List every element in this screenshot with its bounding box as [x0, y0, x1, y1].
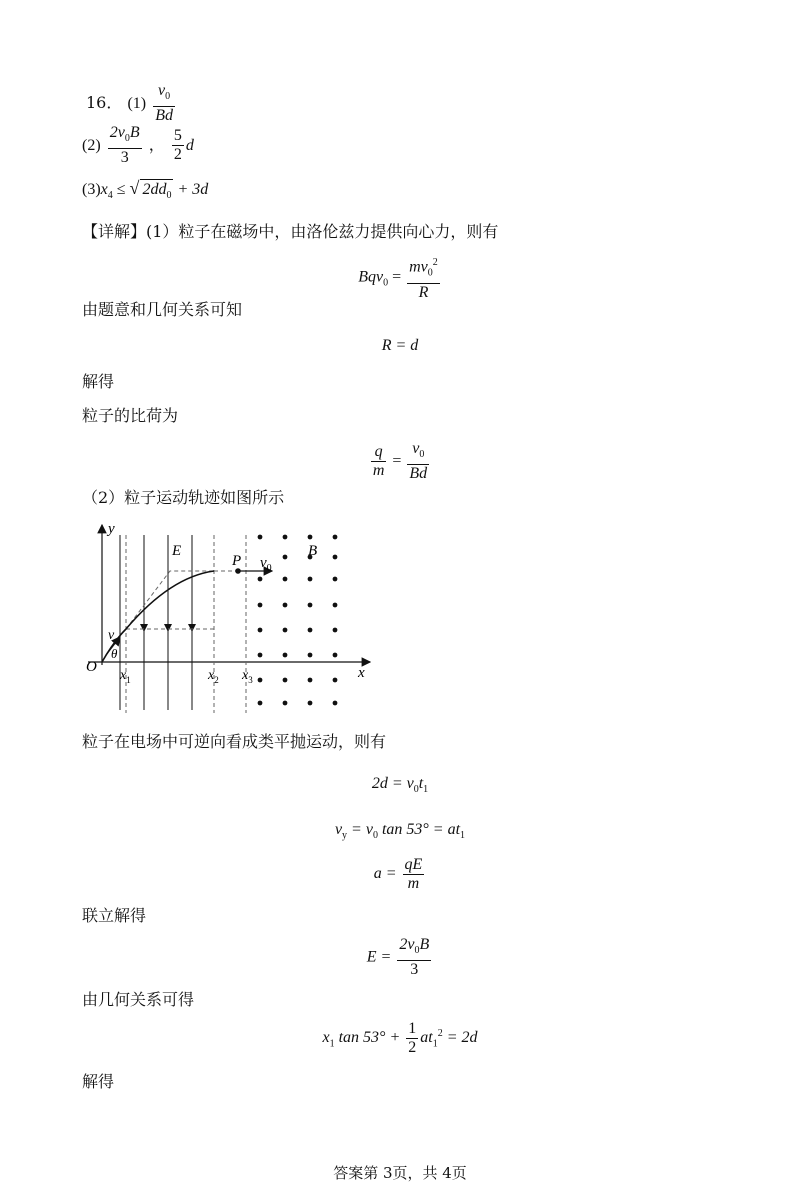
equation-lorentz: Bqv$_0$ = $\frac{mv_0^2}{R}$ — [0, 254, 800, 302]
answer-part1: 16． (1) $\frac{v_0}{Bd}$ — [86, 82, 173, 125]
svg-text:x3: $x_3$ — [242, 668, 253, 685]
equation-geometry: $x_1$ tan 53° + $\frac{1}{2}$ $at_1^2 = 2d$ — [322, 1020, 478, 1056]
text-geometry-2: 由几何关系可得 — [82, 990, 195, 1009]
label-E: E — [172, 543, 182, 559]
label-y: y — [108, 521, 115, 537]
text-projectile: 粒子在电场中可逆向看成类平抛运动，则有 — [82, 732, 387, 751]
text-solve-2: 解得 — [82, 1072, 115, 1091]
trajectory-curve — [102, 571, 214, 662]
detail-intro: 【详解】(1）粒子在磁场中，由洛伦兹力提供向心力，则有 — [82, 222, 499, 241]
page-footer: 答案第 3页，共 4页 — [333, 1164, 467, 1182]
label-v: v — [108, 628, 115, 643]
svg-text:v0: $v_0$ — [260, 555, 272, 574]
answer1-fraction: $\frac{v_0}{Bd}$ — [155, 82, 173, 125]
trajectory-figure — [80, 515, 380, 715]
equation-vy: $v_y = v_0$ $\tan 53^\circ = at_1$ — [334, 821, 466, 842]
svg-text:x1: $x_1$ — [120, 668, 131, 685]
label-x: x — [358, 665, 365, 681]
answer2-d-fraction: $\frac{5}{2}$ — [173, 127, 182, 164]
answer2-E-fraction: $\frac{2v_0B}{3}$ — [109, 124, 140, 167]
label-P: P — [232, 553, 242, 569]
point-P — [235, 568, 241, 574]
equation-2d: $2d = v_0t_1$ — [371, 775, 429, 796]
magnetic-field-dots — [258, 535, 338, 706]
equation-E: E = $\frac{2v_0B}{3}$ — [366, 936, 430, 979]
equation-charge-ratio: $\frac{q}{m}$ = $\frac{v_0}{Bd}$ — [372, 440, 428, 483]
answer-part2: (2) $\frac{2v_0B}{3}$ ， $\frac{5}{2}$ d — [82, 124, 194, 167]
sqrt-expression: $2dd_0$ — [140, 179, 173, 206]
label-O: O — [86, 659, 97, 675]
question-number: 16． — [86, 93, 123, 113]
text-charge-ratio: 粒子的比荷为 — [82, 406, 179, 425]
answer-part3: $(3)x_4$ ≤ √ $2dd_0 + 3d$ — [82, 178, 208, 206]
label-theta: θ — [111, 646, 118, 661]
equation-radius: R = d — [381, 337, 419, 354]
label-B: B — [308, 543, 318, 559]
text-trajectory: （2）粒子运动轨迹如图所示 — [82, 488, 285, 507]
text-combine: 联立解得 — [82, 906, 147, 925]
svg-text:x2: $x_2$ — [208, 668, 219, 685]
text-solve: 解得 — [82, 372, 115, 391]
text-geometry: 由题意和几何关系可知 — [82, 300, 243, 319]
equation-acceleration: a = $\frac{qE}{m}$ — [373, 856, 423, 892]
